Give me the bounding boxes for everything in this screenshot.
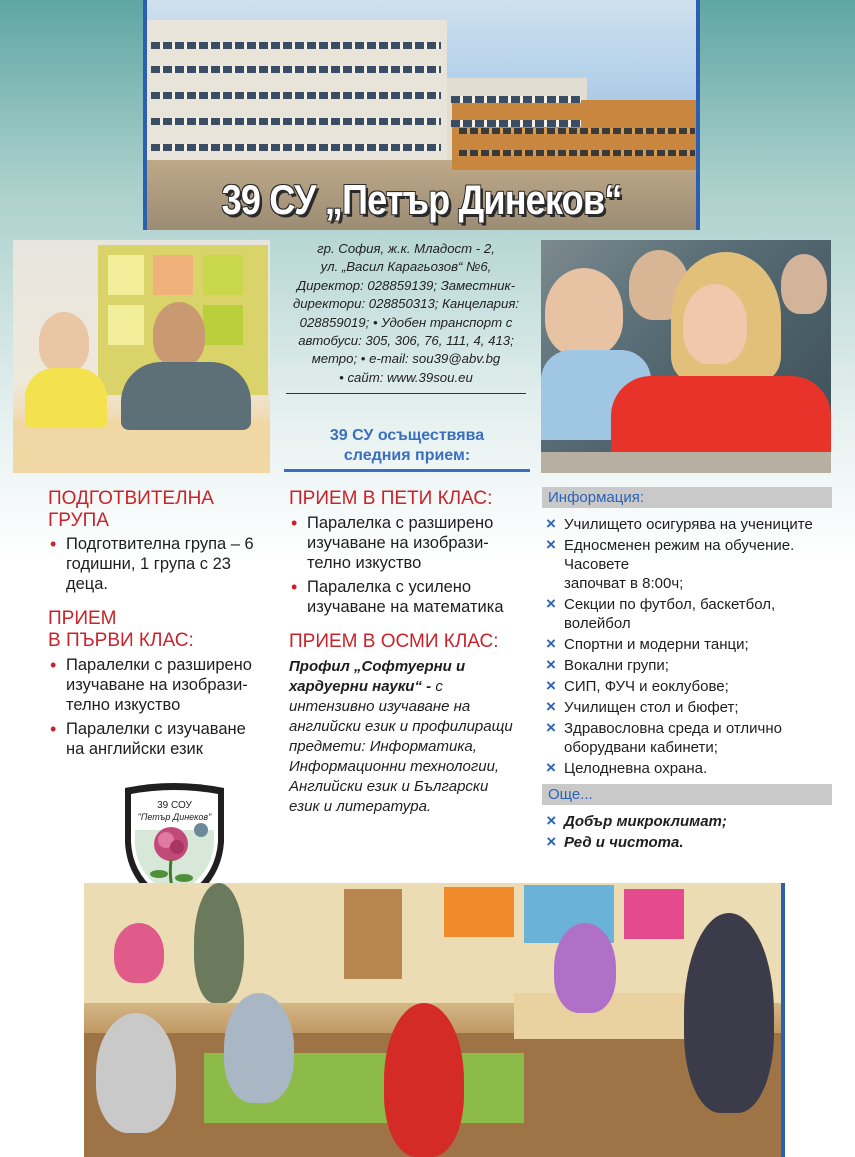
info-item: × Училището осигурява на учениците	[542, 515, 832, 534]
kid-face	[781, 254, 827, 314]
list-item: • Паралелки с изучаване на английски език	[48, 719, 266, 759]
divider	[286, 393, 526, 394]
window-row	[151, 118, 441, 125]
kid-face	[153, 302, 205, 366]
list-item: • Паралелка с разширено изучаване на изобрази-телно изкуство	[289, 513, 517, 573]
building-main	[147, 20, 447, 160]
contact-line: метро; • e-mail: sou39@abv.bg	[311, 351, 501, 367]
child	[114, 923, 164, 983]
info-item: × Вокални групи;	[542, 656, 832, 675]
shelf-box	[108, 255, 144, 295]
info-item: × Секции по футбол, баскетбол, волейбол	[542, 595, 832, 633]
more-item: × Ред и чистота.	[542, 833, 832, 852]
contact-info	[286, 240, 526, 394]
heading-first-grade-2: В ПЪРВИ КЛАС:	[48, 630, 194, 651]
window-row	[451, 96, 581, 103]
girl-face	[683, 284, 747, 364]
window-row	[459, 128, 695, 134]
contact-line: ул. „Васил Карагьозов“ №6,	[320, 259, 492, 275]
admission-line-1: 39 СУ осъществява	[329, 427, 485, 444]
list-item: • Паралелка с усилено изучаване на математика	[289, 577, 517, 617]
more-item: × Добър микроклимат;	[542, 812, 832, 831]
window-row	[459, 150, 695, 156]
heading-preparatory-1: ПОДГОТВИТЕЛНА	[48, 488, 214, 509]
contact-line: 028859019; • Удобен транспорт с	[299, 314, 513, 330]
kid-sweater	[121, 362, 251, 430]
info-item: × Целодневна охрана.	[542, 759, 832, 778]
child	[96, 1013, 176, 1133]
child	[554, 923, 616, 1013]
shelf-box	[153, 255, 193, 295]
info-item: × Училищен стол и бюфет;	[542, 698, 832, 717]
shelf-box	[203, 305, 243, 345]
contact-line: автобуси: 305, 306, 76, 111, 4, 413;	[298, 333, 514, 349]
info-item: × Здравословна среда и отлично оборудвани кабинети;	[542, 719, 832, 757]
kid-shirt	[25, 368, 107, 428]
admission-line-2: следния прием:	[343, 447, 471, 464]
window-row	[151, 66, 441, 73]
window-row	[451, 120, 581, 127]
child	[384, 1003, 464, 1157]
bookshelf	[344, 889, 402, 979]
heading-first-grade-1: ПРИЕМ	[48, 608, 117, 629]
info-item: × СИП, ФУЧ и еоклубове;	[542, 677, 832, 696]
child	[224, 993, 294, 1103]
heading-eighth-grade: ПРИЕМ В ОСМИ КЛАС:	[289, 631, 499, 652]
contact-line: гр. София, ж.к. Младост - 2,	[317, 241, 495, 256]
info-item: × Едносменен режим на обучение. Часовете	[542, 536, 832, 574]
profile-description	[289, 657, 514, 817]
boy-face	[545, 268, 623, 356]
column-preparatory	[48, 488, 268, 759]
info-item: × Спортни и модерни танци;	[542, 635, 832, 654]
shelf-box	[108, 305, 144, 345]
kids-photo-left	[13, 240, 270, 473]
shelf-box	[203, 255, 243, 295]
poster	[624, 889, 684, 939]
building-orange	[452, 100, 700, 170]
contact-line: Директор: 028859139; Заместник-	[296, 277, 516, 293]
profile-name: Профил „Софтуерни и хардуерни науки“ -	[289, 658, 466, 695]
classroom-photo	[84, 883, 785, 1157]
poster	[444, 887, 514, 937]
contact-line: директори: 028850313; Канцелария:	[292, 296, 520, 312]
window-row	[151, 144, 441, 151]
info-title-bar: Информация:	[542, 487, 832, 508]
kid-face	[39, 312, 89, 372]
emblem-line-2: "Петър Динеков"	[137, 812, 212, 822]
child	[194, 883, 244, 1003]
heading-fifth-grade: ПРИЕМ В ПЕТИ КЛАС:	[289, 488, 493, 509]
admission-heading	[284, 426, 530, 466]
admission-underline	[284, 469, 530, 472]
contact-line: • сайт: www.39sou.eu	[339, 369, 473, 385]
profile-text: с интензивно изучаване на английски език и профилиращи предмети: Информатика, Информационни технологии, Английски език и Български език и литература.	[289, 678, 513, 815]
school-title: 39 СУ „Петър Динеков“	[221, 176, 622, 223]
school-building-photo	[143, 0, 700, 230]
window-row	[151, 42, 441, 49]
desk	[541, 452, 831, 473]
heading-preparatory-2: ГРУПА	[48, 510, 109, 531]
column-fifth-eighth	[289, 488, 521, 817]
list-item: • Паралелки с разширено изучаване на изобрази-телно изкуство	[48, 655, 276, 715]
emblem-line-1: 39 СОУ	[157, 800, 192, 811]
more-title-bar: Още...	[542, 784, 832, 805]
child	[684, 913, 774, 1113]
kids-photo-right	[541, 240, 831, 473]
window-row	[151, 92, 441, 99]
list-item: • Подготвителна група – 6 годишни, 1 група с 23 деца.	[48, 534, 268, 594]
info-panel	[542, 487, 832, 852]
info-item-continuation: започват в 8:00ч;	[564, 575, 684, 592]
